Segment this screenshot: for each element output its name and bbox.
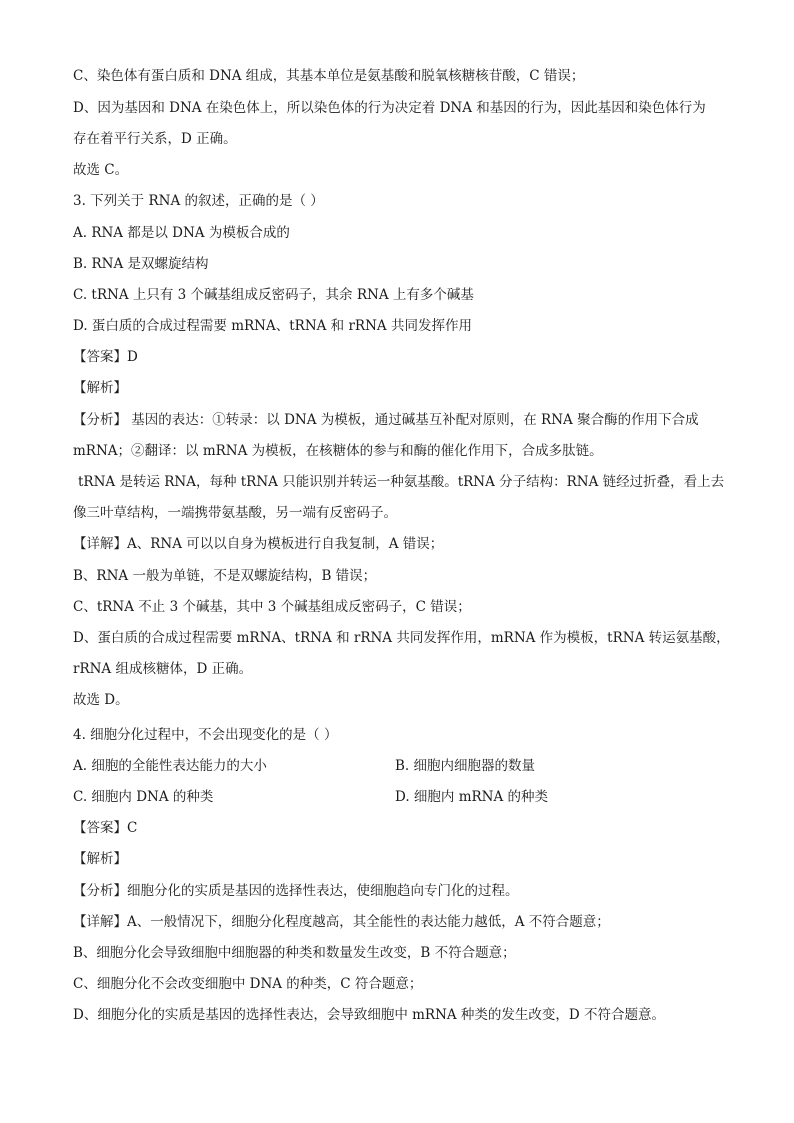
text-line: 故选 D。 (73, 692, 129, 708)
text-line: mRNA；②翻译：以 mRNA 为模板，在核糖体的参与和酶的催化作用下，合成多肽链。 (73, 443, 603, 459)
text-line: 【分析】 基因的表达：①转录：以 DNA 为模板，通过碱基互补配对原则，在 RNA 聚合酶的作用下合成 (73, 412, 699, 428)
question-4-option-b: B. 细胞内细胞器的数量 (395, 758, 536, 774)
question-4-options-row-1 (73, 756, 723, 776)
analysis-label: 【解析】 (73, 380, 127, 396)
question-4-option-d: D. 细胞内 mRNA 的种类 (395, 789, 549, 805)
text-line: tRNA 是转运 RNA，每种 tRNA 只能识别并转运一种氨基酸。tRNA 分子结构：RNA 链经过折叠，看上去 (78, 474, 725, 490)
question-3-option-a: A. RNA 都是以 DNA 为模板合成的 (73, 225, 290, 241)
question-3-stem: 3. 下列关于 RNA 的叙述，正确的是（ ） (73, 193, 324, 209)
answer-label: 【答案】D (73, 349, 138, 365)
question-3-option-c: C. tRNA 上只有 3 个碱基组成反密码子，其余 RNA 上有多个碱基 (73, 287, 474, 303)
text-line: 故选 C。 (73, 162, 129, 178)
text-line: C、染色体有蛋白质和 DNA 组成，其基本单位是氨基酸和脱氧核糖核苷酸，C 错误； (73, 68, 585, 84)
text-line: 存在着平行关系，D 正确。 (73, 131, 237, 147)
question-3-option-b: B. RNA 是双螺旋结构 (73, 256, 209, 272)
text-line: B、细胞分化会导致细胞中细胞器的种类和数量发生改变，B 不符合题意； (73, 945, 516, 961)
question-4-option-c: C. 细胞内 DNA 的种类 (73, 789, 214, 805)
text-line: 【详解】A、一般情况下，细胞分化程度越高，其全能性的表达能力越低，A 不符合题意； (73, 914, 610, 930)
text-line: C、细胞分化不会改变细胞中 DNA 的种类，C 符合题意； (73, 976, 423, 992)
text-line: 【分析】细胞分化的实质是基因的选择性表达，使细胞趋向专门化的过程。 (73, 883, 519, 899)
question-4-stem: 4. 细胞分化过程中，不会出现变化的是（ ） (73, 727, 338, 743)
text-line: rRNA 组成核糖体，D 正确。 (73, 661, 253, 677)
question-4-options-row-2 (73, 787, 723, 807)
question-3-option-d: D. 蛋白质的合成过程需要 mRNA、tRNA 和 rRNA 共同发挥作用 (73, 318, 472, 334)
text-line: 【详解】A、RNA 可以以自身为模板进行自我复制，A 错误； (73, 536, 444, 552)
analysis-label: 【解析】 (73, 851, 127, 867)
text-line: B、RNA 一般为单链，不是双螺旋结构，B 错误； (73, 568, 377, 584)
text-line: D、因为基因和 DNA 在染色体上，所以染色体的行为决定着 DNA 和基因的行为，因此基因和染色体行为 (73, 100, 706, 116)
text-line: D、蛋白质的合成过程需要 mRNA、tRNA 和 rRNA 共同发挥作用，mRNA 作为模板，tRNA 转运氨基酸， (73, 630, 730, 646)
text-line: D、细胞分化的实质是基因的选择性表达，会导致细胞中 mRNA 种类的发生改变，D 不符合题意。 (73, 1007, 666, 1023)
text-line: C、tRNA 不止 3 个碱基，其中 3 个碱基组成反密码子，C 错误； (73, 599, 471, 615)
text-line: 像三叶草结构，一端携带氨基酸，另一端有反密码子。 (73, 505, 397, 521)
answer-label: 【答案】C (73, 820, 138, 836)
question-4-option-a: A. 细胞的全能性表达能力的大小 (73, 758, 267, 774)
